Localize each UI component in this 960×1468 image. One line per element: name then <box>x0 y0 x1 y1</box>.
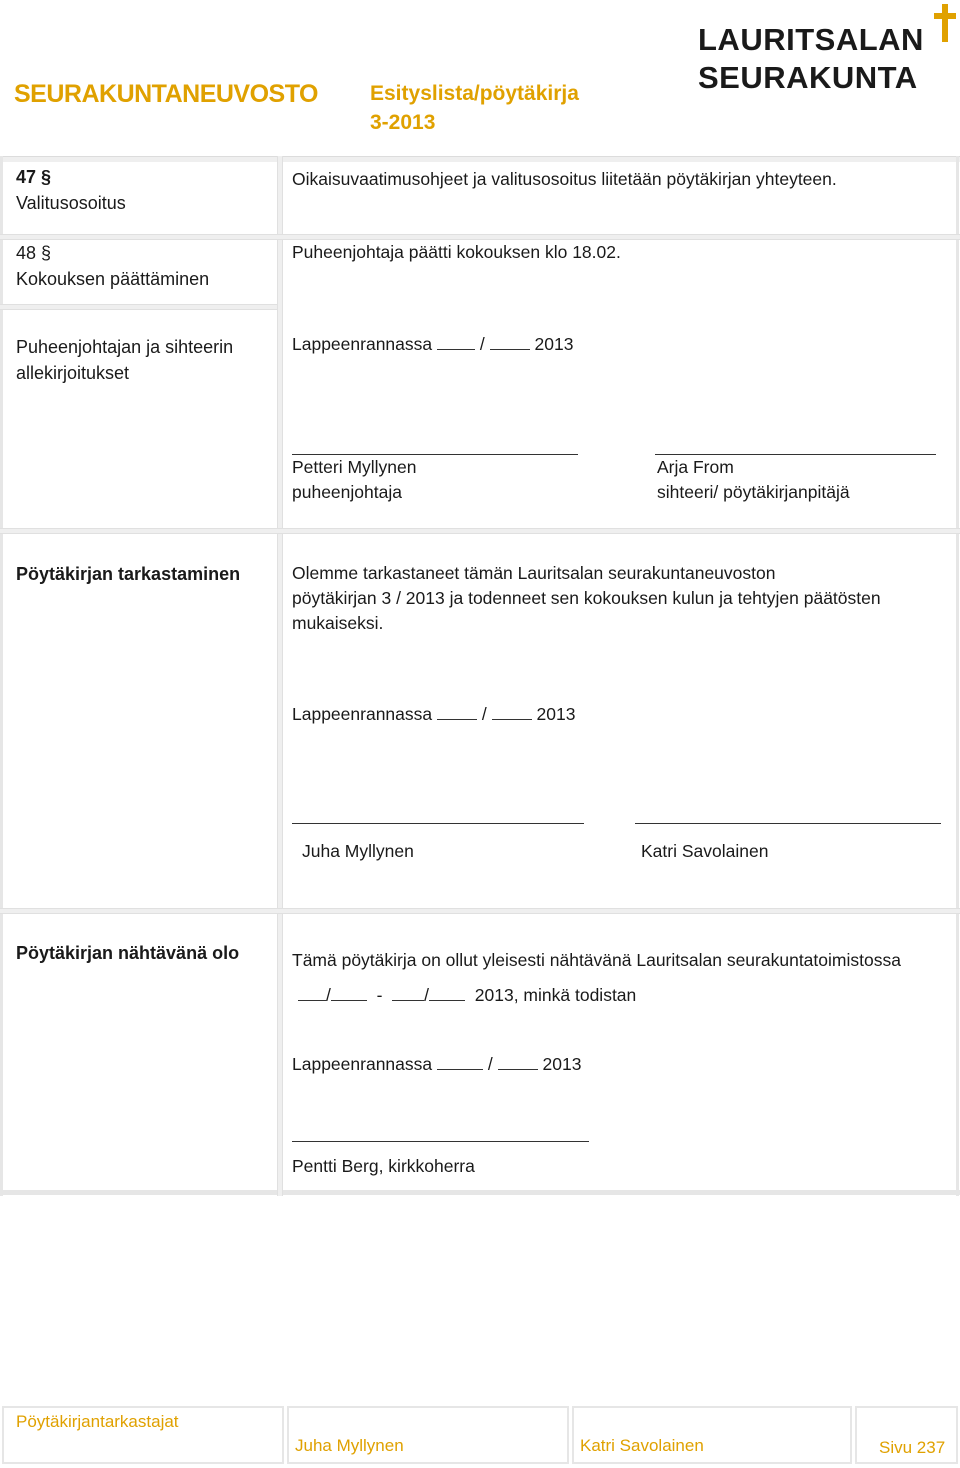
range-dash: - <box>376 985 383 1005</box>
section-sign-icon: § <box>41 243 52 263</box>
logo-line-2: SEURAKUNTA <box>698 60 918 95</box>
date-slash: / <box>479 334 485 354</box>
chair-name: Petteri Myllynen <box>292 457 417 477</box>
chair-role: puheenjohtaja <box>292 482 402 502</box>
month-blank <box>492 703 532 720</box>
review-place: Lappeenrannassa <box>292 704 433 724</box>
chair-signature <box>292 455 417 505</box>
display-date-line <box>292 1052 581 1077</box>
display-text-line-2-end: 2013, minkä todistan <box>474 985 637 1005</box>
signature-line-reviewer-2 <box>635 823 941 824</box>
month-blank <box>498 1053 538 1070</box>
date-slash: / <box>481 704 487 724</box>
document-number: 3-2013 <box>370 111 436 134</box>
footer-reviewer-1-cell <box>287 1406 569 1464</box>
section-48-number: 48 <box>16 243 37 263</box>
parish-logo <box>698 4 956 96</box>
section-47-heading <box>16 164 126 216</box>
signature-line-vicar <box>292 1141 589 1142</box>
display-year: 2013 <box>542 1054 582 1074</box>
section-sign-icon: § <box>41 167 52 187</box>
secretary-role: sihteeri/ pöytäkirjanpitäjä <box>657 482 850 502</box>
day-blank <box>437 703 477 720</box>
logo-line-1: LAURITSALAN <box>698 22 924 57</box>
document-type: Esityslista/pöytäkirja <box>370 82 579 105</box>
footer-page-cell <box>855 1406 958 1464</box>
signatures-label-line-2: allekirjoitukset <box>16 363 130 383</box>
review-date-line <box>292 702 575 727</box>
secretary-name: Arja From <box>657 457 734 477</box>
council-title: SEURAKUNTANEUVOSTO <box>14 80 318 108</box>
footer-reviewer-2-cell <box>572 1406 852 1464</box>
section-47-title: Valitusosoitus <box>16 193 126 213</box>
display-label: Pöytäkirjan nähtävänä olo <box>16 943 240 963</box>
date-slash: / <box>487 1054 493 1074</box>
footer-reviewer-1: Juha Myllynen <box>295 1436 404 1455</box>
section-48-text: Puheenjohtaja päätti kokouksen klo 18.02. <box>292 242 621 262</box>
review-label: Pöytäkirjan tarkastaminen <box>16 564 241 584</box>
footer-label-cell <box>2 1406 284 1464</box>
display-text-line-1: Tämä pöytäkirja on ollut yleisesti nähtävänä Lauritsalan seurakuntatoimistossa <box>292 950 901 970</box>
date-slash: / <box>424 985 430 1005</box>
signatures-label <box>16 334 233 386</box>
display-date-range <box>298 983 636 1008</box>
cross-icon <box>934 4 956 42</box>
reviewer-2-name: Katri Savolainen <box>641 841 769 861</box>
date-slash: / <box>326 985 331 1005</box>
day-blank <box>437 1053 483 1070</box>
minutes-table <box>0 156 960 1196</box>
end-month-blank <box>429 984 465 1001</box>
day-blank <box>437 333 475 350</box>
review-text-line-1: Olemme tarkastaneet tämän Lauritsalan seurakuntaneuvoston <box>292 563 776 583</box>
footer-reviewer-2: Katri Savolainen <box>580 1436 704 1455</box>
signatures-label-line-1: Puheenjohtajan ja sihteerin <box>16 337 234 357</box>
footer-label: Pöytäkirjantarkastajat <box>16 1412 179 1431</box>
reviewer-1-name: Juha Myllynen <box>302 841 414 861</box>
section-47-text: Oikaisuvaatimusohjeet ja valitusosoitus liitetään pöytäkirjan yhteyteen. <box>292 169 837 189</box>
footer <box>0 1406 960 1464</box>
page-number: Sivu 237 <box>879 1438 946 1457</box>
review-text <box>292 561 881 636</box>
month-blank <box>490 333 530 350</box>
section-48-title: Kokouksen päättäminen <box>16 269 210 289</box>
start-month-blank <box>331 984 367 1001</box>
signatures-place: Lappeenrannassa <box>292 334 433 354</box>
secretary-signature <box>657 455 850 505</box>
signature-line-reviewer-1 <box>292 823 584 824</box>
vicar-signature: Pentti Berg, kirkkoherra <box>292 1156 475 1176</box>
review-text-line-3: mukaiseksi. <box>292 613 384 633</box>
section-48-heading <box>16 240 209 292</box>
signatures-date-line <box>292 332 573 357</box>
signatures-year: 2013 <box>534 334 574 354</box>
section-47-number: 47 <box>16 167 37 187</box>
start-day-blank <box>298 984 326 1001</box>
document-heading <box>370 79 579 137</box>
display-place: Lappeenrannassa <box>292 1054 433 1074</box>
end-day-blank <box>392 984 424 1001</box>
review-text-line-2: pöytäkirjan 3 / 2013 ja todenneet sen kokouksen kulun ja tehtyjen päätösten <box>292 588 881 608</box>
review-year: 2013 <box>536 704 576 724</box>
